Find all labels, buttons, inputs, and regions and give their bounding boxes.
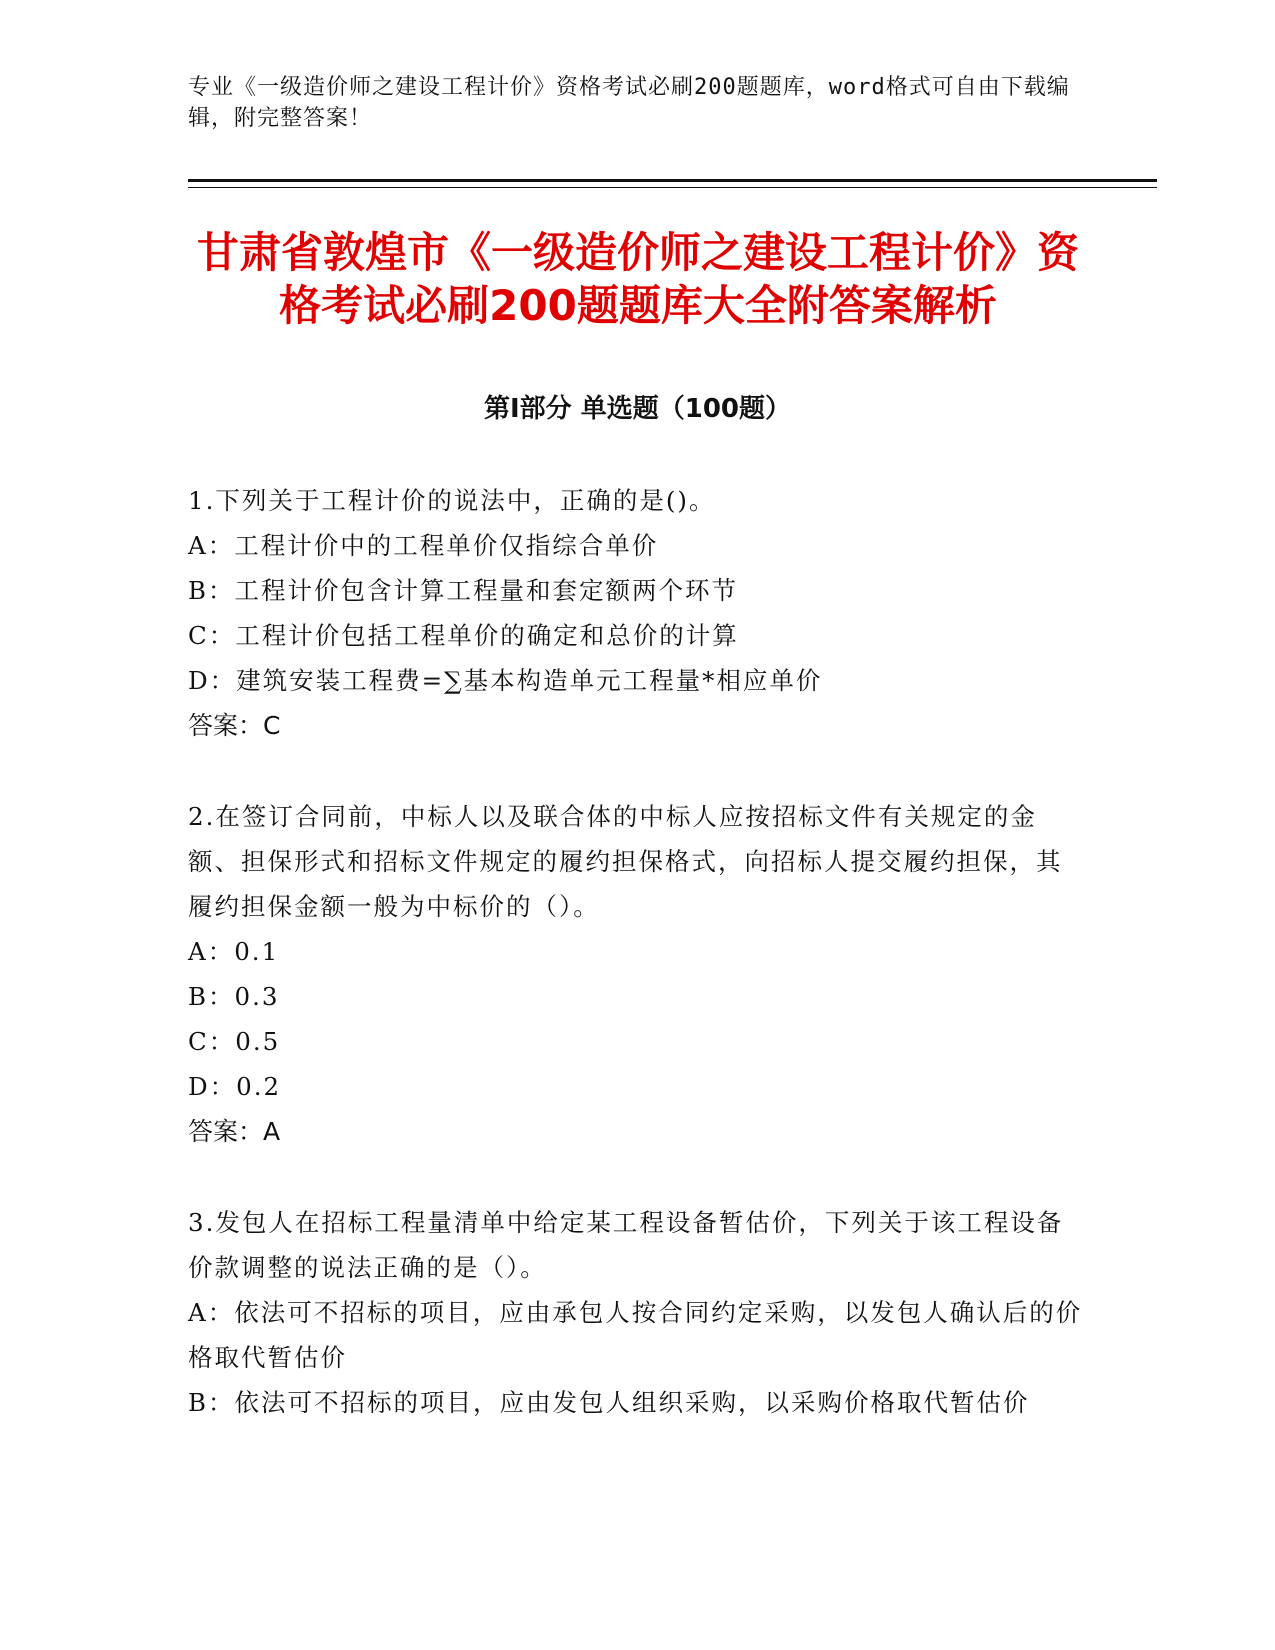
option-a: A：依法可不招标的项目，应由承包人按合同约定采购，以发包人确认后的价格取代暂估价 [188, 1298, 1083, 1372]
question-stem: 1.下列关于工程计价的说法中，正确的是()。 [188, 486, 716, 515]
question-3 [188, 1200, 1088, 1425]
question-2 [188, 794, 1088, 1154]
document-title: 甘肃省敦煌市《一级造价师之建设工程计价》资格考试必刷200题题库大全附答案解析 [196, 228, 1079, 330]
answer: 答案：C [188, 711, 281, 740]
option-c: C：0.5 [188, 1027, 281, 1056]
section-heading: 第Ⅰ部分 单选题（100题） [484, 394, 791, 424]
question-stem: 2.在签订合同前，中标人以及联合体的中标人应按招标文件有关规定的金额、担保形式和招标文件规定的履约担保格式，向招标人提交履约担保，其履约担保金额一般为中标价的（）。 [188, 802, 1063, 921]
header-rule-thin [188, 187, 1157, 188]
header-note: 专业《一级造价师之建设工程计价》资格考试必刷200题题库，word格式可自由下载编辑，附完整答案！ [188, 75, 1070, 131]
answer: 答案：A [188, 1117, 281, 1146]
option-b: B：依法可不招标的项目，应由发包人组织采购，以采购价格取代暂估价 [188, 1388, 1030, 1417]
question-list [188, 478, 1088, 1471]
option-b: B：工程计价包含计算工程量和套定额两个环节 [188, 576, 739, 605]
question-stem: 3.发包人在招标工程量清单中给定某工程设备暂估价，下列关于该工程设备价款调整的说法正确的是（）。 [188, 1208, 1064, 1282]
header-rule-thick [188, 179, 1157, 182]
option-b: B：0.3 [188, 982, 280, 1011]
option-d: D：建筑安装工程费=∑基本构造单元工程量*相应单价 [188, 666, 823, 695]
question-1 [188, 478, 1088, 748]
option-a: A：0.1 [188, 937, 280, 966]
option-d: D：0.2 [188, 1072, 282, 1101]
option-c: C：工程计价包括工程单价的确定和总价的计算 [188, 621, 739, 650]
option-a: A：工程计价中的工程单价仅指综合单价 [188, 531, 659, 560]
